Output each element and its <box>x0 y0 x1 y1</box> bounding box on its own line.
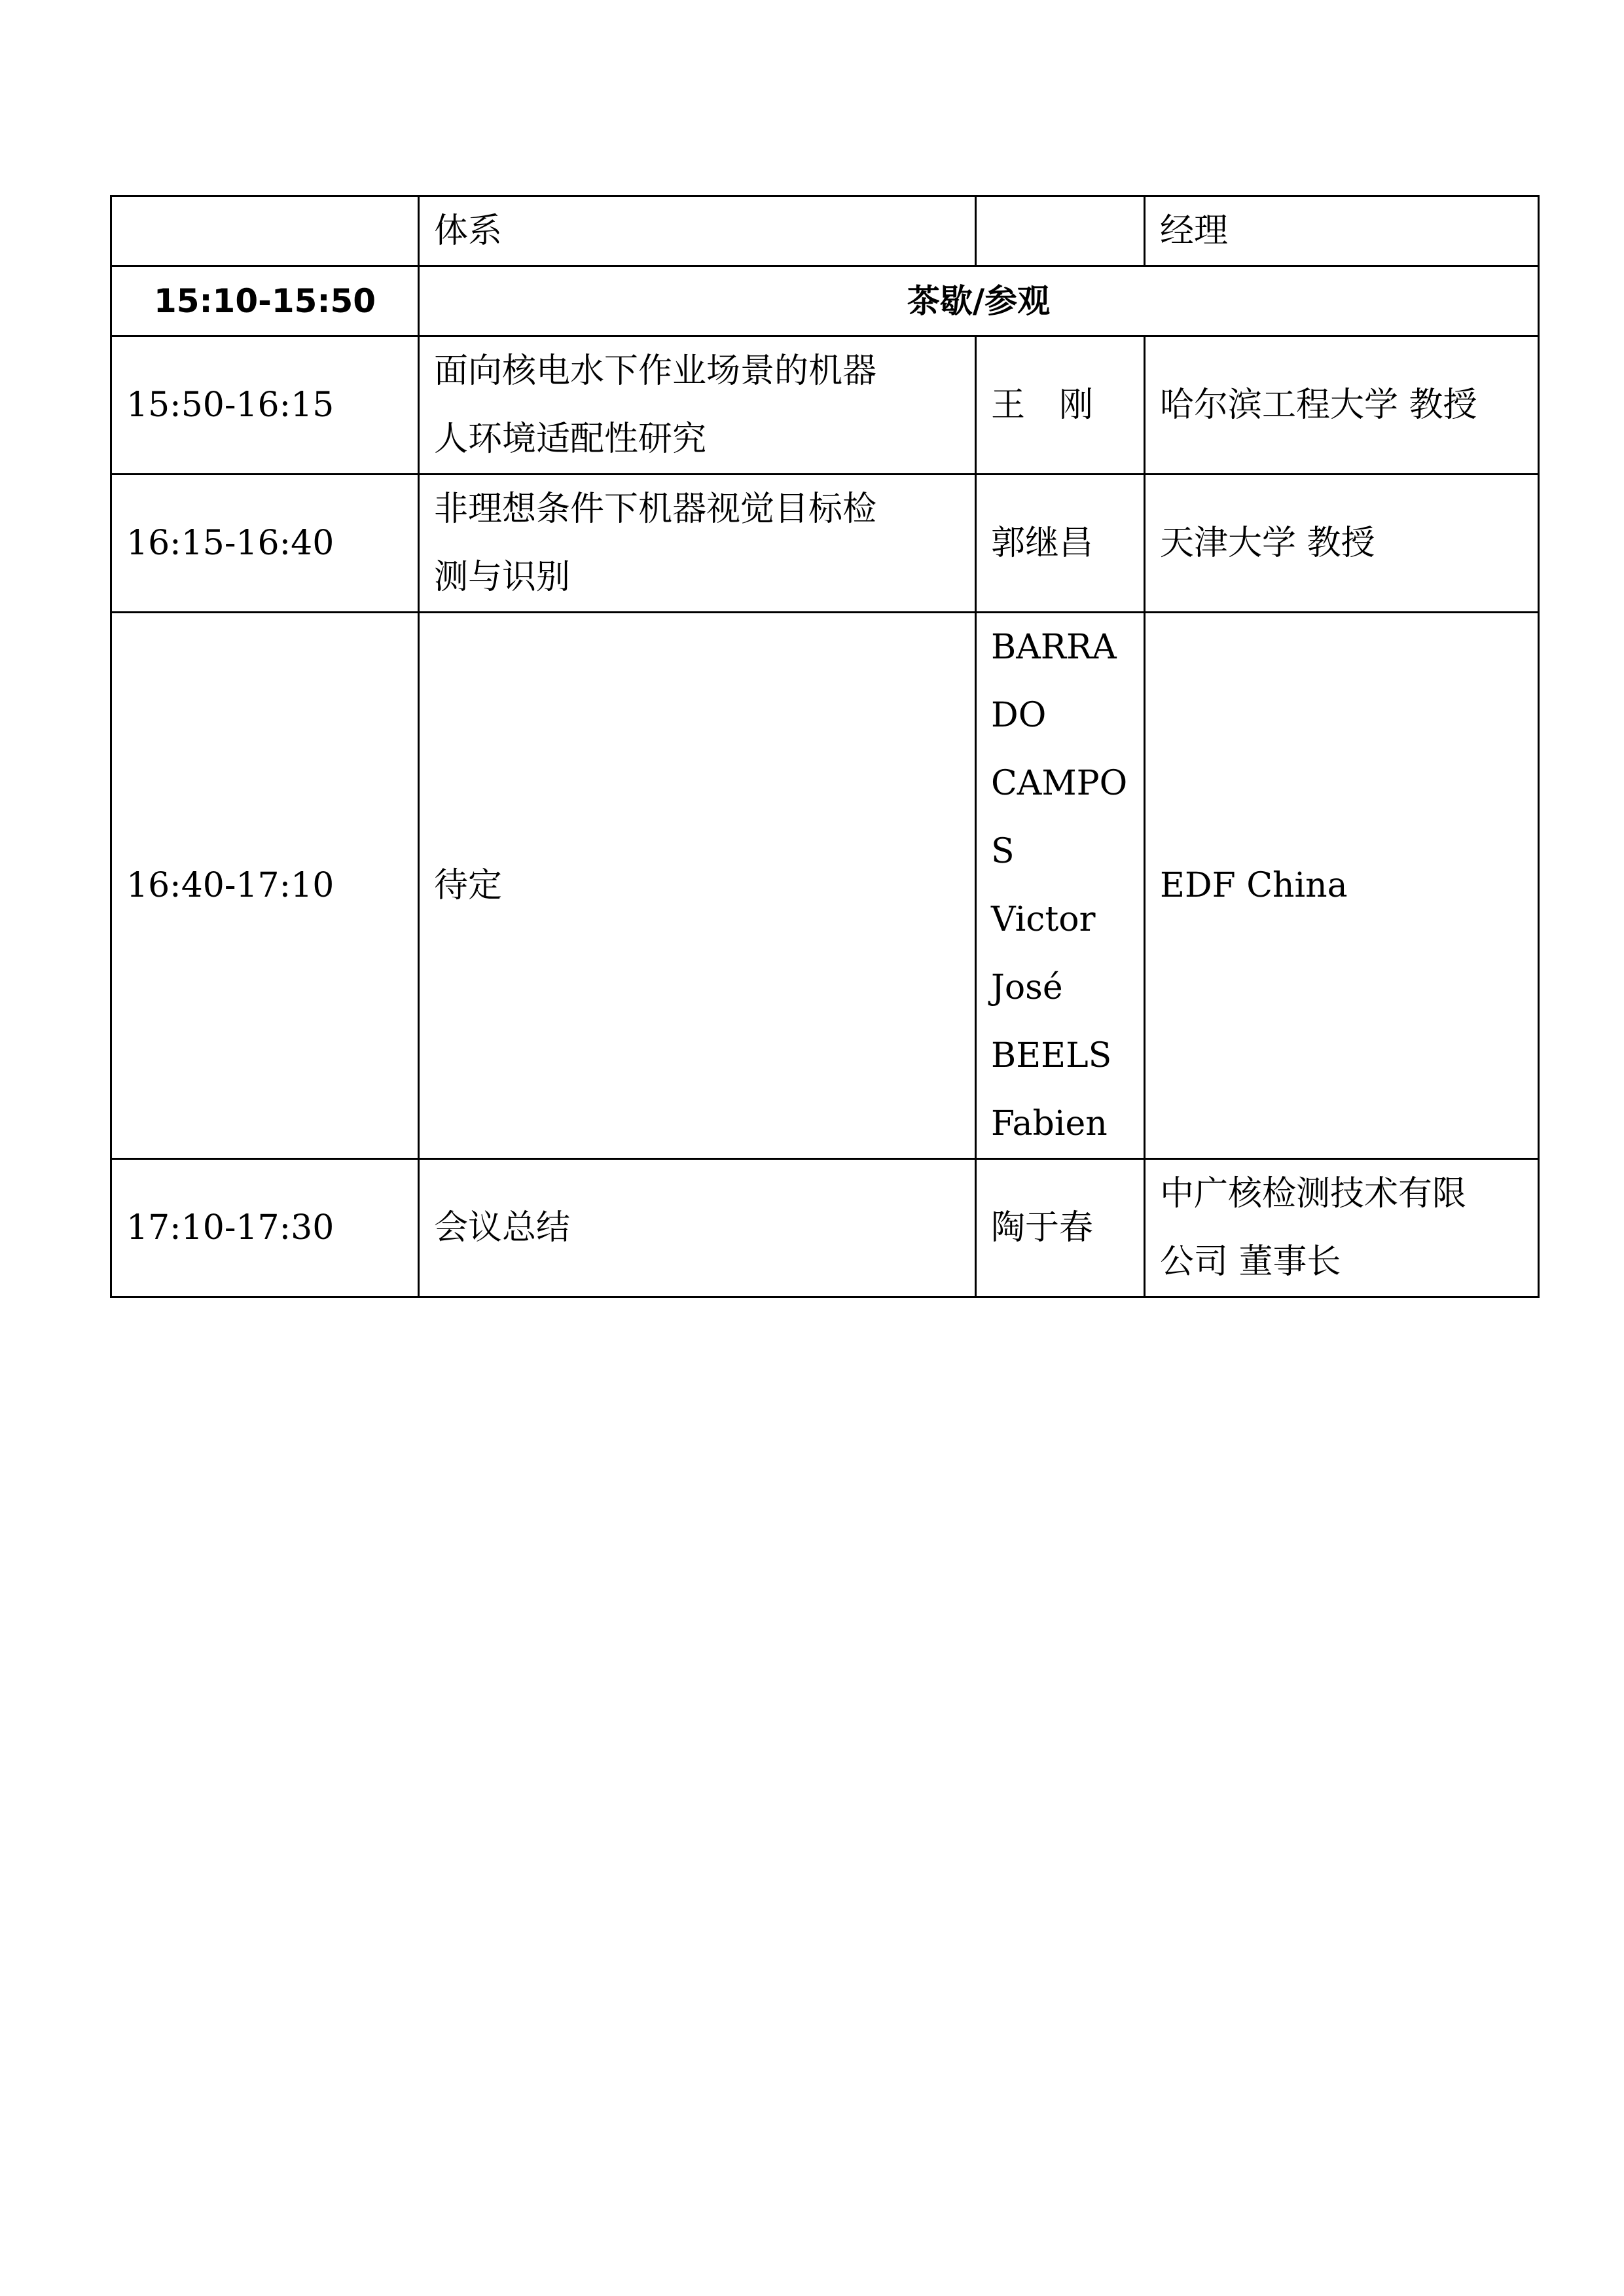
time-cell <box>111 196 419 266</box>
speaker-line: BARRADO <box>991 628 1117 735</box>
time-cell: 17:10-17:30 <box>111 1159 419 1297</box>
speaker-line: CAMPOS <box>991 764 1128 871</box>
title-cell: EDF China <box>1145 613 1539 1159</box>
speaker-cell: 陶于春 <box>976 1159 1145 1297</box>
title-line: 公司 董事长 <box>1160 1242 1341 1282</box>
time-cell: 16:15-16:40 <box>111 475 419 613</box>
speaker-line: José <box>991 968 1063 1007</box>
title-cell: 天津大学 教授 <box>1145 475 1539 613</box>
topic-line: 测与识别 <box>434 558 571 597</box>
speaker-line: Victor <box>991 900 1096 939</box>
topic-cell <box>419 475 976 613</box>
break-row <box>111 266 1539 336</box>
topic-cell: 会议总结 <box>419 1159 976 1297</box>
speaker-cell: 王 刚 <box>976 336 1145 475</box>
topic-line: 人环境适配性研究 <box>434 420 707 459</box>
speaker-cell: 郭继昌 <box>976 475 1145 613</box>
table-row <box>111 336 1539 475</box>
speaker-cell <box>976 196 1145 266</box>
speaker-line: BEELS <box>991 1036 1112 1075</box>
title-cell: 哈尔滨工程大学 教授 <box>1145 336 1539 475</box>
title-cell <box>1145 1159 1539 1297</box>
table-row <box>111 196 1539 266</box>
title-line: 中广核检测技术有限 <box>1160 1174 1467 1213</box>
topic-cell <box>419 336 976 475</box>
topic-line: 非理想条件下机器视觉目标检 <box>434 490 877 529</box>
break-label-cell: 茶歇/参观 <box>419 266 1539 336</box>
time-cell: 15:50-16:15 <box>111 336 419 475</box>
break-time-cell: 15:10-15:50 <box>111 266 419 336</box>
topic-line: 面向核电水下作业场景的机器 <box>434 351 877 391</box>
table-row <box>111 475 1539 613</box>
agenda-table <box>110 195 1540 1298</box>
table-row <box>111 1159 1539 1297</box>
topic-cell: 体系 <box>419 196 976 266</box>
time-cell: 16:40-17:10 <box>111 613 419 1159</box>
table-row <box>111 613 1539 1159</box>
title-cell: 经理 <box>1145 196 1539 266</box>
speaker-cell <box>976 613 1145 1159</box>
topic-cell: 待定 <box>419 613 976 1159</box>
speaker-line: Fabien <box>991 1104 1108 1143</box>
